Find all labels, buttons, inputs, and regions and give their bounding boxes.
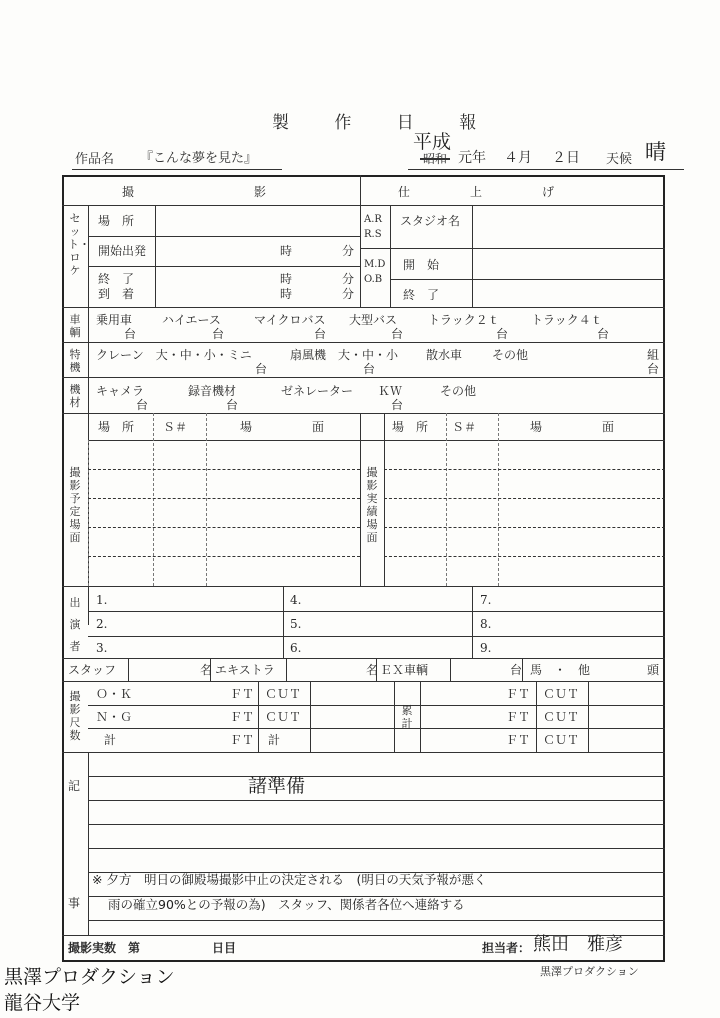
ft-4: ＦＴ [506, 687, 531, 701]
horse-label: 馬 ・ 他 [530, 663, 591, 677]
vehicle-bus: 大型バス [349, 313, 398, 327]
vehicle-car: 乗用車 [96, 313, 133, 327]
cast-8: 8. [480, 617, 492, 631]
special-unit-3: 台 [647, 362, 660, 376]
cast-3: 3. [96, 641, 108, 655]
vehicles-side-label: 車輌 [69, 313, 81, 339]
ft-5: ＦＴ [506, 710, 531, 724]
ft-3: ＦＴ [230, 733, 255, 747]
vehicle-truck2t: トラック２ｔ [428, 313, 500, 327]
cast-6: 6. [290, 641, 302, 655]
equip-unit-3: 台 [391, 398, 404, 412]
ft-1: ＦＴ [230, 687, 255, 701]
equipment-side-label: 機材 [69, 383, 81, 409]
special-other: その他 [492, 348, 529, 362]
set-loc-side-label: セット・ロケ [68, 212, 90, 277]
era-written: 平成 [413, 131, 452, 153]
plan-col-place: 場 所 [98, 420, 135, 434]
kei-label: 計 [268, 733, 281, 747]
footage-total: 計 [104, 733, 117, 747]
vehicle-unit-1: 台 [124, 327, 137, 341]
end-hour: 時 [280, 272, 293, 286]
notes-line-2: ※ 夕方 明日の御殿場撮影中止の決定される (明日の天気予報が悪く [92, 872, 487, 887]
staff-tou: 頭 [647, 663, 660, 677]
work-title: 『こんな夢を見た』 [140, 151, 258, 166]
cast-5: 5. [290, 617, 302, 631]
footage-ok: Ｏ・Ｋ [96, 687, 133, 701]
arrive-hour: 時 [280, 287, 293, 301]
start-label: 開 始 [403, 258, 440, 272]
equip-unit-1: 台 [136, 398, 149, 412]
cast-9: 9. [480, 641, 492, 655]
special-side-label: 特機 [69, 348, 81, 374]
ft-6: ＦＴ [506, 733, 531, 747]
cut-2: ＣＵＴ [265, 710, 302, 724]
vehicle-hiace: ハイエース [162, 313, 221, 327]
end2-label: 終 了 [403, 288, 440, 302]
cast-7: 7. [480, 593, 492, 607]
vehicle-unit-3: 台 [314, 327, 327, 341]
studio-label: スタジオ名 [400, 214, 461, 228]
section-finishing: 仕 上 げ [398, 185, 555, 199]
date-day: ２日 [552, 150, 580, 166]
arrive-minute: 分 [342, 287, 355, 301]
equip-camera: キャメラ [96, 384, 145, 398]
page-title: 製 作 日 報 [272, 113, 497, 133]
md-label: M.D [364, 259, 386, 270]
cast-2: 2. [96, 617, 108, 631]
section-shooting: 撮 影 [122, 185, 267, 199]
staff-label: スタッフ [68, 663, 117, 677]
actual-col-place: 場 所 [392, 420, 429, 434]
special-unit-1: 台 [255, 362, 268, 376]
date-month: ４月 [504, 150, 532, 166]
watermark-line-2: 龍谷大学 [4, 992, 81, 1014]
depart-minute: 分 [342, 244, 355, 258]
plan-scenes-side-label: 撮影予定場面 [69, 466, 81, 544]
equip-sound: 録音機材 [188, 384, 237, 398]
ar-label: A.R [364, 214, 382, 225]
cut-4: ＣＵＴ [543, 687, 580, 701]
vehicle-truck4t: トラック４ｔ [531, 313, 603, 327]
special-crane: クレーン 大・中・小・ミニ [96, 348, 252, 362]
plan-col-scene: 場 面 [240, 420, 325, 434]
equip-kw: ＫＷ [378, 384, 403, 398]
cut-5: ＣＵＴ [543, 710, 580, 724]
notes-line-3: 雨の確立90%との予報の為) スタッフ、関係者各位へ連絡する [108, 897, 465, 912]
cumulative-side-label: 累計 [401, 704, 413, 730]
vehicle-microbus: マイクロバス [254, 313, 326, 327]
special-unit-2: 台 [363, 362, 376, 376]
work-label: 作品名 [75, 152, 115, 167]
extra-label: エキストラ [215, 663, 275, 677]
end-minute: 分 [342, 272, 355, 286]
depart-hour: 時 [280, 244, 293, 258]
cut-6: ＣＵＴ [543, 733, 580, 747]
depart-label: 開始出発 [98, 244, 147, 258]
staff-dai: 台 [510, 663, 523, 677]
era-printed: 昭和 [423, 152, 448, 166]
person-name: 熊田 雅彦 [533, 934, 623, 955]
weather-label: 天候 [606, 152, 633, 167]
era-strike-mark [420, 158, 450, 160]
cut-1: ＣＵＴ [265, 687, 302, 701]
ob-label: O.B [364, 274, 383, 285]
vehicle-unit-6: 台 [597, 327, 610, 341]
weather-value: 晴 [645, 140, 666, 164]
cast-4: 4. [290, 593, 302, 607]
place-label: 場 所 [98, 214, 135, 228]
special-unit-set: 組 [647, 348, 660, 362]
ft-2: ＦＴ [230, 710, 255, 724]
notes-ji-label: 事 [68, 896, 81, 910]
equip-other: その他 [440, 384, 477, 398]
staff-mei-2: 名 [366, 663, 379, 677]
footage-ng: Ｎ・Ｇ [96, 710, 133, 724]
vehicle-unit-2: 台 [212, 327, 225, 341]
actual-scenes-side-label: 撮影実績場面 [366, 466, 378, 544]
actual-col-s: Ｓ＃ [452, 420, 477, 434]
vehicle-unit-4: 台 [391, 327, 404, 341]
equip-generator: ゼネレーター [281, 384, 354, 398]
plan-col-s: Ｓ＃ [163, 420, 188, 434]
notes-ki-label: 記 [68, 779, 81, 793]
cast-side-label: 出演者 [69, 596, 81, 653]
equip-unit-2: 台 [226, 398, 239, 412]
special-water: 散水車 [426, 348, 463, 362]
rs-label: R.S [364, 229, 382, 240]
staff-mei-1: 名 [200, 663, 213, 677]
cast-1: 1. [96, 593, 108, 607]
date-year: 元年 [458, 150, 486, 166]
shooting-days-suffix: 日目 [212, 941, 237, 955]
shooting-days-label: 撮影実数 第 [68, 941, 141, 955]
person-label: 担当者： [482, 941, 531, 955]
end-label: 終 了 [98, 272, 135, 286]
footage-side-label: 撮影尺数 [69, 690, 81, 742]
company-name: 黒澤プロダクション [540, 965, 639, 978]
arrive-label: 到 着 [98, 287, 135, 301]
vehicle-unit-5: 台 [496, 327, 509, 341]
actual-col-scene: 場 面 [530, 420, 615, 434]
watermark-line-1: 黒澤プロダクション [4, 966, 175, 988]
ex-car-label: ＥＸ車輌 [380, 663, 429, 677]
notes-line-1: 諸準備 [248, 775, 306, 797]
special-fan: 扇風機 大・中・小 [290, 348, 399, 362]
